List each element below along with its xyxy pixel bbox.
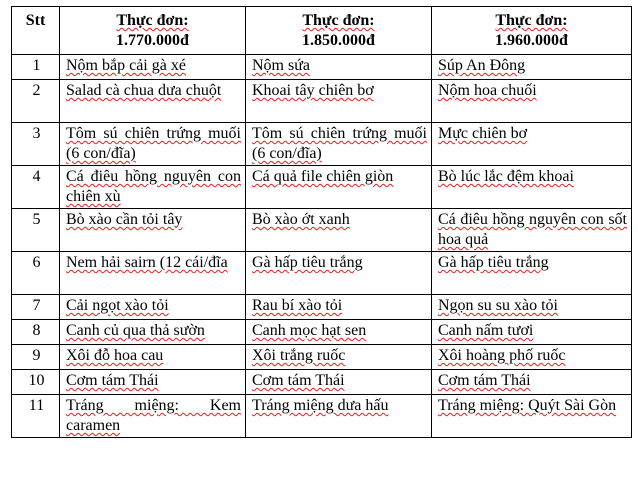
table-row [12,320,632,345]
dish-cell: Tôm sú chiên trứng muối (6 con/đĩa) [252,125,427,162]
table-row [12,209,632,252]
table-row [12,166,632,209]
dish-cell: Canh mọc hạt sen [252,322,367,339]
dish-cell: Nộm sứa [252,57,310,74]
dish-cell: Nộm bắp cải gà xé [66,57,186,74]
dish-cell: Nem hải sairn (12 cái/đĩa [66,254,228,271]
dish-cell: Cơm tám Thái [438,372,531,389]
dish-cell: Canh củ qua thả sườn [66,322,205,339]
menu-header-1 [60,7,246,55]
dish-cell: Xôi hoàng phố ruốc [438,347,566,364]
dish-cell: Bò xào ớt xanh [252,211,350,228]
table-row [12,55,632,80]
stt-header: Stt [12,7,60,55]
row-number: 8 [12,320,60,345]
menu-header-price: 1.770.000đ [116,32,189,49]
dish-cell: Mực chiên bơ [438,125,528,142]
table-row [12,370,632,395]
menu-header-price: 1.850.000đ [302,32,375,49]
dish-cell: Bò xào cần tỏi tây [66,211,183,228]
dish-cell: Salad cà chua dưa chuột [66,82,222,99]
dish-cell: Xôi đỗ hoa cau [66,347,164,364]
row-number: 11 [12,395,60,438]
table-row [12,252,632,295]
dish-cell: Nộm hoa chuối [438,82,537,99]
table-row [12,345,632,370]
dish-cell: Rau bí xào tỏi [252,297,343,314]
menu-header-label: Thực đơn: [495,12,568,29]
table-row [12,80,632,123]
dish-cell: Cơm tám Thái [66,372,159,389]
dish-cell: Khoai tây chiên bơ [252,82,374,99]
row-number: 9 [12,345,60,370]
dish-cell: Tôm sú chiên trứng muối (6 con/đĩa) [66,125,241,162]
menu-header-label: Thực đơn: [302,12,375,29]
dish-cell: Gà hấp tiêu trắng [252,254,363,271]
dish-cell: Tráng miệng dưa hấu [252,397,389,414]
row-number: 6 [12,252,60,295]
table-row [12,123,632,166]
row-number: 5 [12,209,60,252]
dish-cell: Xôi trắng ruốc [252,347,346,364]
table-row [12,295,632,320]
row-number: 2 [12,80,60,123]
menu-table [11,6,632,438]
menu-header-price: 1.960.000đ [495,32,568,49]
row-number: 1 [12,55,60,80]
dish-cell: Cá điêu hồng nguyên con chiên xù [66,168,241,205]
row-number: 7 [12,295,60,320]
dish-cell: Tráng miệng: Kem caramen [66,397,241,434]
menu-header-label: Thực đơn: [116,12,189,29]
row-number: 4 [12,166,60,209]
dish-cell: Cơm tám Thái [252,372,345,389]
dish-cell: Cá điêu hồng nguyên con sốt hoa quả [438,211,627,248]
dish-cell: Súp An Đông [438,57,526,74]
row-number: 3 [12,123,60,166]
dish-cell: Canh nấm tươi [438,322,534,339]
dish-cell: Ngọn su su xào tỏi [438,297,558,314]
header-row [12,7,632,55]
dish-cell: Bò lúc lắc đệm khoai [438,168,574,185]
dish-cell: Tráng miệng: Quýt Sài Gòn [438,397,617,414]
table-row [12,395,632,438]
row-number: 10 [12,370,60,395]
dish-cell: Cải ngọt xào tỏi [66,297,169,314]
menu-header-2 [246,7,432,55]
dish-cell: Cá quả file chiên giòn [252,168,394,185]
dish-cell: Gà hấp tiêu trắng [438,254,549,271]
menu-header-3 [432,7,632,55]
